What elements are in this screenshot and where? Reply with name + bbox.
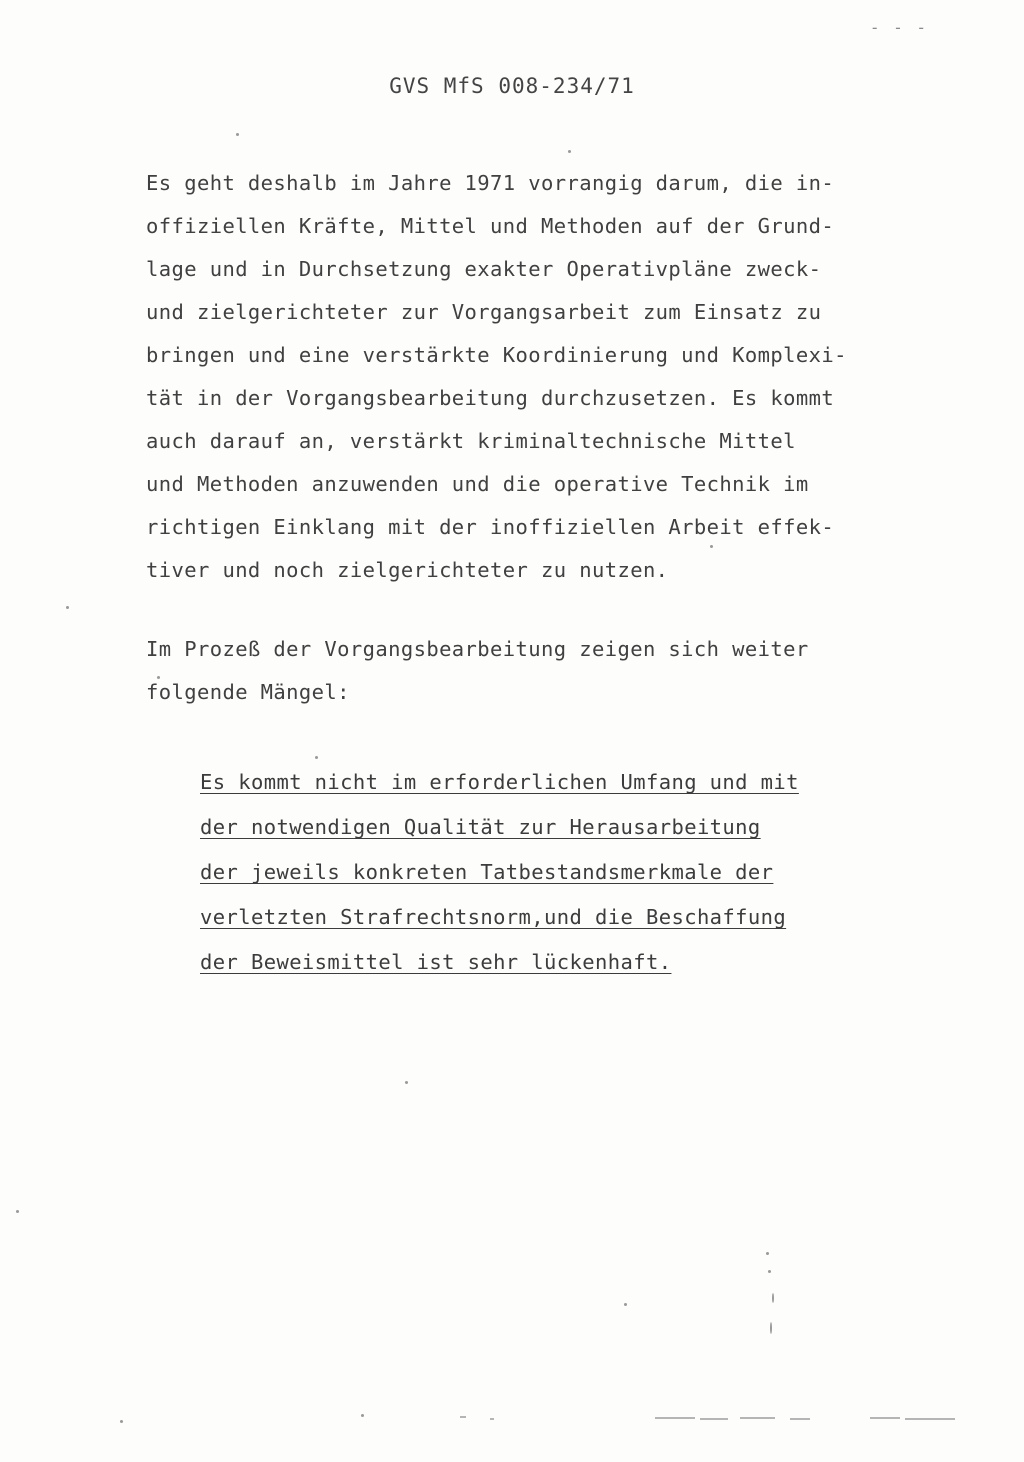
scan-speck xyxy=(405,1081,408,1084)
underlined-findings-paragraph xyxy=(200,760,840,985)
scan-speck xyxy=(157,676,160,679)
text-line: lage und in Durchsetzung exakter Operativpläne zweck- xyxy=(146,257,822,281)
underlined-line: Es kommt nicht im erforderlichen Umfang und mit xyxy=(200,770,799,794)
text-line: folgende Mängel: xyxy=(146,680,350,704)
text-line: und Methoden anzuwenden und die operative Technik im xyxy=(146,472,809,496)
underlined-line: der notwendigen Qualität zur Herausarbeitung xyxy=(200,815,761,839)
paragraph-2 xyxy=(146,628,886,714)
scan-speck xyxy=(624,1303,627,1306)
scan-speck xyxy=(66,606,69,609)
text-line: richtigen Einklang mit der inoffiziellen Arbeit effek- xyxy=(146,515,835,539)
scan-speck xyxy=(236,133,239,136)
text-line: und zielgerichteter zur Vorgangsarbeit zum Einsatz zu xyxy=(146,300,822,324)
text-line: tiver und noch zielgerichteter zu nutzen. xyxy=(146,558,669,582)
page-mark: - - - xyxy=(869,18,928,37)
scan-noise xyxy=(0,1408,1024,1428)
document-header: GVS MfS 008-234/71 xyxy=(389,74,635,98)
text-line: bringen und eine verstärkte Koordinierung und Komplexi- xyxy=(146,343,847,367)
underlined-line: der jeweils konkreten Tatbestandsmerkmale der xyxy=(200,860,774,884)
text-line: Im Prozeß der Vorgangsbearbeitung zeigen sich weiter xyxy=(146,637,809,661)
scan-speck xyxy=(768,1270,771,1273)
scan-speck xyxy=(710,545,713,548)
text-line: auch darauf an, verstärkt kriminaltechnische Mittel xyxy=(146,429,796,453)
text-line: offiziellen Kräfte, Mittel und Methoden auf der Grund- xyxy=(146,214,835,238)
scan-speck xyxy=(315,756,318,759)
text-line: tät in der Vorgangsbearbeitung durchzusetzen. Es kommt xyxy=(146,386,835,410)
text-line: Es geht deshalb im Jahre 1971 vorrangig darum, die in- xyxy=(146,171,835,195)
underlined-line: der Beweismittel ist sehr lückenhaft. xyxy=(200,950,672,974)
scan-speck xyxy=(766,1252,769,1255)
scan-speck xyxy=(770,1322,772,1334)
scan-speck xyxy=(772,1293,774,1303)
scan-speck xyxy=(568,150,571,153)
underlined-line: verletzten Strafrechtsnorm,und die Beschaffung xyxy=(200,905,787,929)
paragraph-1 xyxy=(146,162,886,592)
scan-speck xyxy=(16,1210,19,1213)
